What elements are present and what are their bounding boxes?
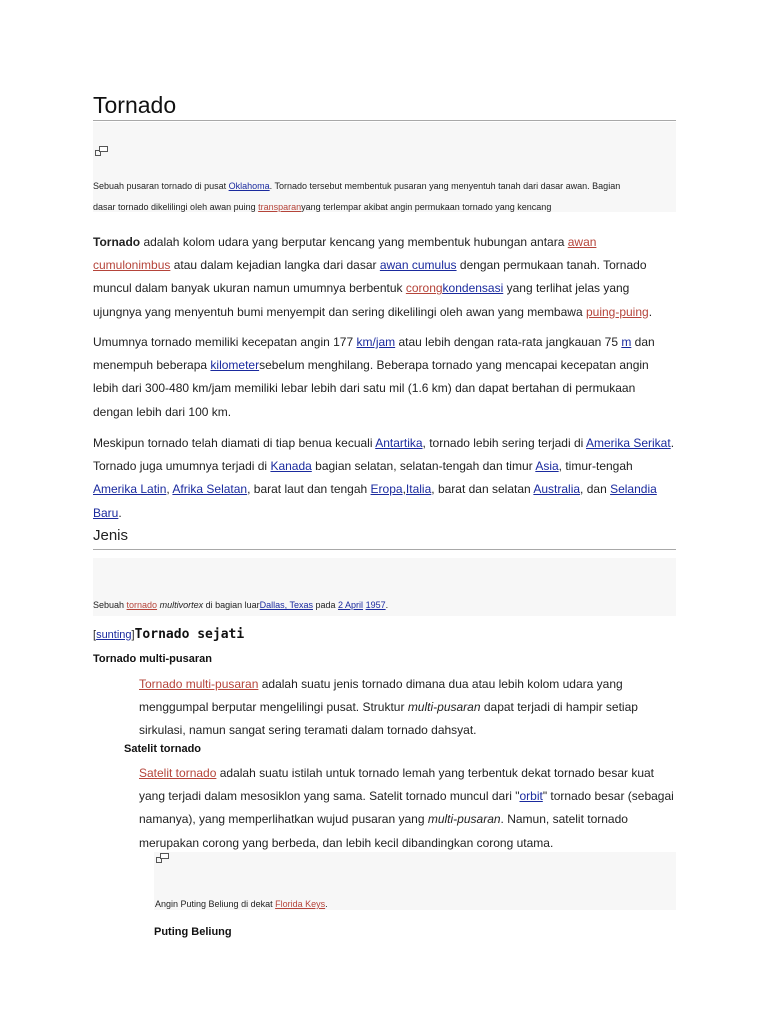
title-divider bbox=[93, 120, 676, 121]
heading-tornado-multi-pusaran: Tornado multi-pusaran bbox=[93, 653, 212, 665]
link-kanada[interactable]: Kanada bbox=[270, 459, 312, 474]
figure-florida-keys bbox=[154, 852, 676, 910]
link-tornado-multi-pusaran[interactable]: Tornado multi-pusaran bbox=[139, 677, 259, 691]
section-heading-tornado-sejati: [sunting]Tornado sejati bbox=[93, 627, 245, 642]
enlarge-icon[interactable] bbox=[95, 146, 108, 156]
link-km-jam[interactable]: km/jam bbox=[356, 335, 396, 349]
section-heading-jenis: Jenis bbox=[93, 527, 129, 544]
link-puing-puing[interactable]: puing-puing bbox=[585, 304, 649, 319]
enlarge-icon[interactable] bbox=[156, 853, 169, 863]
link-oklahoma[interactable]: Oklahoma bbox=[228, 181, 270, 191]
figure-dallas bbox=[93, 558, 676, 616]
link-tornado[interactable]: tornado bbox=[126, 600, 158, 610]
figure-caption: Sebuah tornado multivortex di bagian luarDallas, Texas pada 2 April 1957. bbox=[93, 600, 389, 610]
link-transparan[interactable]: transparan bbox=[258, 202, 302, 212]
link-awan-cumulus[interactable]: awan cumulus bbox=[379, 258, 457, 273]
paragraph-intro: Tornado adalah kolom udara yang berputar kencang yang membentuk hubungan antara awan cumulonimbus atau dalam kejadian langka dari dasar awan cumulus dengan permukaan tanah. Tornado muncul dalam banyak ukuran namun umumnya berbentuk corongkondensasi yang terlihat jelas yang ujungnya yang menyentuh bumi menyempit dan sering dikelilingi oleh awan yang membawa puing-puing. bbox=[93, 235, 653, 319]
link-orbit[interactable]: orbit bbox=[519, 789, 543, 804]
link-florida-keys[interactable]: Florida Keys bbox=[275, 899, 326, 909]
link-1957[interactable]: 1957 bbox=[365, 600, 386, 610]
link-2-april[interactable]: 2 April bbox=[338, 600, 364, 610]
link-amerika-serikat[interactable]: Amerika Serikat bbox=[585, 436, 671, 450]
paragraph-satelit: Satelit tornado adalah suatu istilah untuk tornado lemah yang terbentuk dekat tornado besar kuat yang terjadi dalam mesosiklon yang sama. Satelit tornado muncul dari "orbit" tornado besar (sebagai namanya), yang memperlihatkan wujud pusaran yang multi-pusaran. Namun, satelit tornado merupakan corong yang berbeda, dan lebih kecil dibandingkan corong utama. bbox=[139, 766, 674, 850]
link-dallas-texas[interactable]: Dallas, Texas bbox=[259, 600, 313, 610]
link-selandia-baru[interactable]: Selandia Baru bbox=[93, 482, 657, 520]
link-kondensasi[interactable]: kondensasi bbox=[442, 281, 504, 296]
link-afrika-selatan[interactable]: Afrika Selatan bbox=[172, 482, 248, 497]
figure-caption: Sebuah pusaran tornado di pusat Oklahoma. Tornado tersebut membentuk pusaran yang menyentuh tanah dari dasar awan. Bagian dasar tornado dikelilingi oleh awan puing transparanyang terlempar akibat angin permukaan tornado yang kencang bbox=[93, 181, 621, 212]
link-amerika-latin[interactable]: Amerika Latin bbox=[93, 482, 167, 497]
figure-oklahoma bbox=[93, 122, 676, 212]
page-title: Tornado bbox=[93, 92, 177, 118]
link-corong[interactable]: corong bbox=[405, 281, 443, 296]
figure-caption: Angin Puting Beliung di dekat Florida Keys. bbox=[155, 899, 328, 909]
edit-link[interactable]: sunting bbox=[96, 629, 132, 641]
link-m[interactable]: m bbox=[621, 335, 632, 349]
paragraph-speed: Umumnya tornado memiliki kecepatan angin 177 km/jam atau lebih dengan rata-rata jangkauan 75 m dan menempuh beberapa kilometersebelum menghilang. Beberapa tornado yang mencapai kecepatan angin lebih dari 300-480 km/jam memiliki lebar lebih dari satu mil (1.6 km) dan dapat bertahan di permukaan dengan lebih dari 100 km. bbox=[93, 335, 655, 419]
link-asia[interactable]: Asia bbox=[535, 459, 559, 474]
link-italia[interactable]: Italia bbox=[405, 482, 432, 497]
paragraph-distribution: Meskipun tornado telah diamati di tiap benua kecuali Antartika, tornado lebih sering terjadi di Amerika Serikat. Tornado juga umumnya terjadi di Kanada bagian selatan, selatan-tengah dan timur Asia, timur-tengah Amerika Latin, Afrika Selatan, barat laut dan tengah Eropa,Italia, barat dan selatan Australia, dan Selandia Baru. bbox=[93, 436, 675, 520]
link-eropa[interactable]: Eropa bbox=[370, 482, 403, 497]
heading-puting-beliung: Puting Beliung bbox=[154, 926, 232, 938]
heading-satelit-tornado: Satelit tornado bbox=[124, 743, 202, 755]
link-awan-cumulonimbus[interactable]: awan cumulonimbus bbox=[93, 235, 597, 273]
jenis-divider bbox=[93, 549, 676, 550]
link-satelit-tornado[interactable]: Satelit tornado bbox=[139, 766, 217, 780]
link-antartika[interactable]: Antartika bbox=[375, 436, 423, 450]
link-kilometer[interactable]: kilometer bbox=[210, 358, 260, 373]
paragraph-multi-pusaran: Tornado multi-pusaran adalah suatu jenis tornado dimana dua atau lebih kolom udara yang menggumpal berputar mengelilingi pusat. Struktur multi-pusaran dapat terjadi di hampir setiap sirkulasi, namun sangat sering teramati dalam tornado dahsyat. bbox=[139, 677, 638, 738]
link-australia[interactable]: Australia bbox=[533, 482, 581, 497]
